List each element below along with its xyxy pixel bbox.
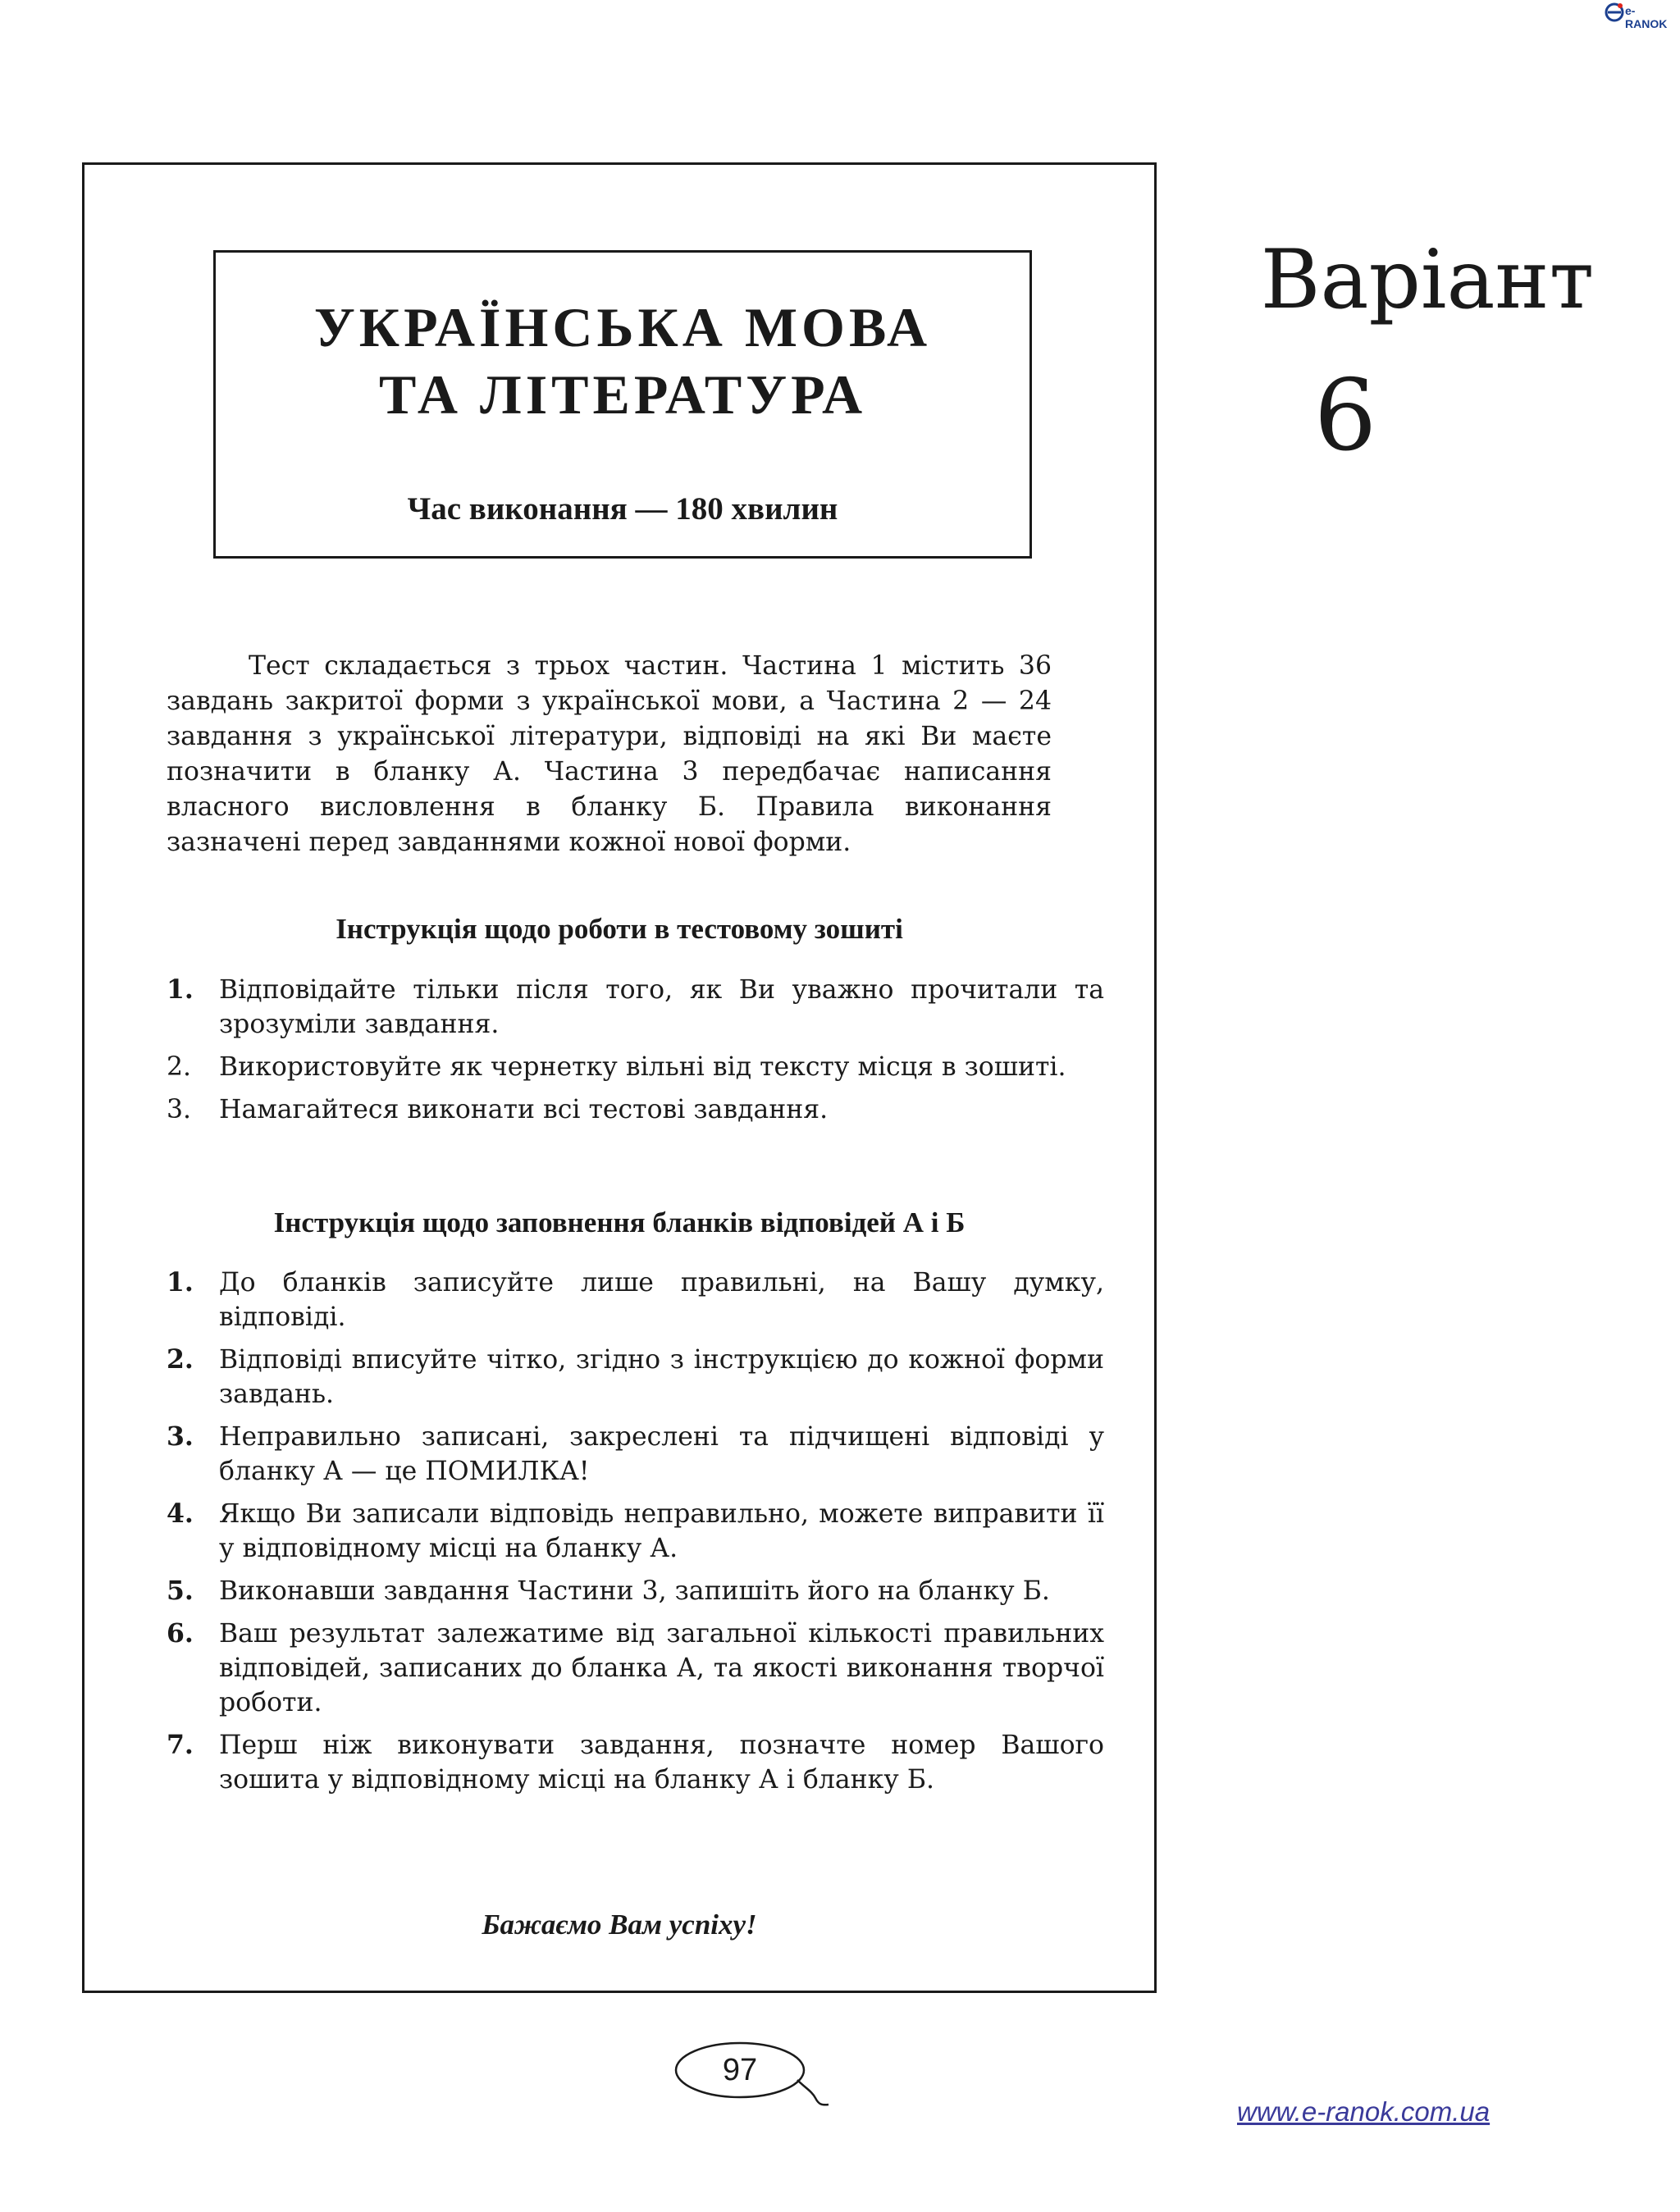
instructions-frame (82, 162, 1157, 1993)
list-item (167, 1497, 1104, 1566)
item-text: Неправильно записані, закреслені та підчищені відповіді у бланку А — це ПОМИЛКА! (219, 1422, 1104, 1486)
item-number: 1. (167, 974, 194, 1005)
item-number: 7. (167, 1730, 194, 1760)
duration-text: Час виконання — 180 хвилин (407, 491, 838, 527)
page-number-badge (674, 2041, 830, 2114)
list-item (167, 1092, 1104, 1127)
list-item (167, 1050, 1104, 1084)
item-text: Якщо Ви записали відповідь неправильно, можете виправити її у відповідному місці на бланку А. (219, 1499, 1104, 1563)
item-text: Перш ніж виконувати завдання, позначте номер Вашого зошита у відповідному місці на бланку А і бланку Б. (219, 1731, 1104, 1795)
closing-wish: Бажаємо Вам успіху! (482, 1909, 757, 1941)
variant-number: 6 (1313, 359, 1377, 473)
list-item (167, 1420, 1104, 1489)
item-number: 1. (167, 1267, 194, 1298)
publisher-logo (1604, 2, 1676, 30)
list-item (167, 1574, 1104, 1608)
item-text: До бланків записуйте лише правильні, на Вашу думку, відповіді. (219, 1268, 1104, 1332)
item-text: Намагайтеся виконати всі тестові завдання. (219, 1095, 829, 1124)
list-item (167, 1728, 1104, 1797)
item-text: Ваш результат залежатиме від загальної кількості правильних відповідей, записаних до бланка А, та якості виконання творчої роботи. (219, 1619, 1104, 1717)
section2-heading: Інструкція щодо заповнення бланків відповідей А і Б (273, 1206, 966, 1238)
item-text: Використовуйте як чернетку вільні від тексту місця в зошиті. (219, 1052, 1066, 1082)
subject-title-line1: УКРАЇНСЬКА МОВА (313, 296, 932, 358)
website-link[interactable]: www.e-ranok.com.ua (1237, 2096, 1491, 2127)
item-text: Виконавши завдання Частини 3, запишіть його на бланку Б. (219, 1576, 1050, 1606)
list-item (167, 1266, 1104, 1334)
list-item (167, 973, 1104, 1042)
item-number: 3. (167, 1421, 194, 1452)
logo-text: e-RANOK (1625, 4, 1668, 30)
section1-heading: Інструкція щодо роботи в тестовому зошиті (336, 913, 903, 945)
page-number: 97 (722, 2053, 758, 2087)
intro-paragraph (167, 649, 1052, 860)
section1-list (167, 973, 1134, 1135)
list-item (167, 1617, 1104, 1720)
intro-text: Тест складається з трьох частин. Частина 1 містить 36 завдань закритої форми з української мови, а Частина 2 — 24 завдання з української літератури, відповіді на які Ви маєте позначити в бланку А. Частина 3 передбачає написання власного висловлення в бланку Б. Правила виконання зазначені перед завданнями кожної нової форми. (167, 651, 1052, 857)
item-number: 5. (167, 1576, 194, 1606)
logo-e-icon (1604, 2, 1625, 23)
item-number: 3. (167, 1095, 192, 1124)
item-text: Відповідайте тільки після того, як Ви уважно прочитали та зрозуміли завдання. (219, 975, 1104, 1039)
title-box (213, 250, 1032, 559)
item-number: 2. (167, 1052, 192, 1082)
subject-title-line2: ТА ЛІТЕРАТУРА (378, 363, 867, 426)
item-number: 2. (167, 1344, 194, 1375)
item-number: 4. (167, 1498, 194, 1529)
section2-list (167, 1266, 1134, 1805)
variant-label: Варіант (1260, 233, 1595, 327)
item-number: 6. (167, 1618, 194, 1649)
item-text: Відповіді вписуйте чітко, згідно з інструкцією до кожної форми завдань. (219, 1345, 1104, 1409)
list-item (167, 1343, 1104, 1412)
